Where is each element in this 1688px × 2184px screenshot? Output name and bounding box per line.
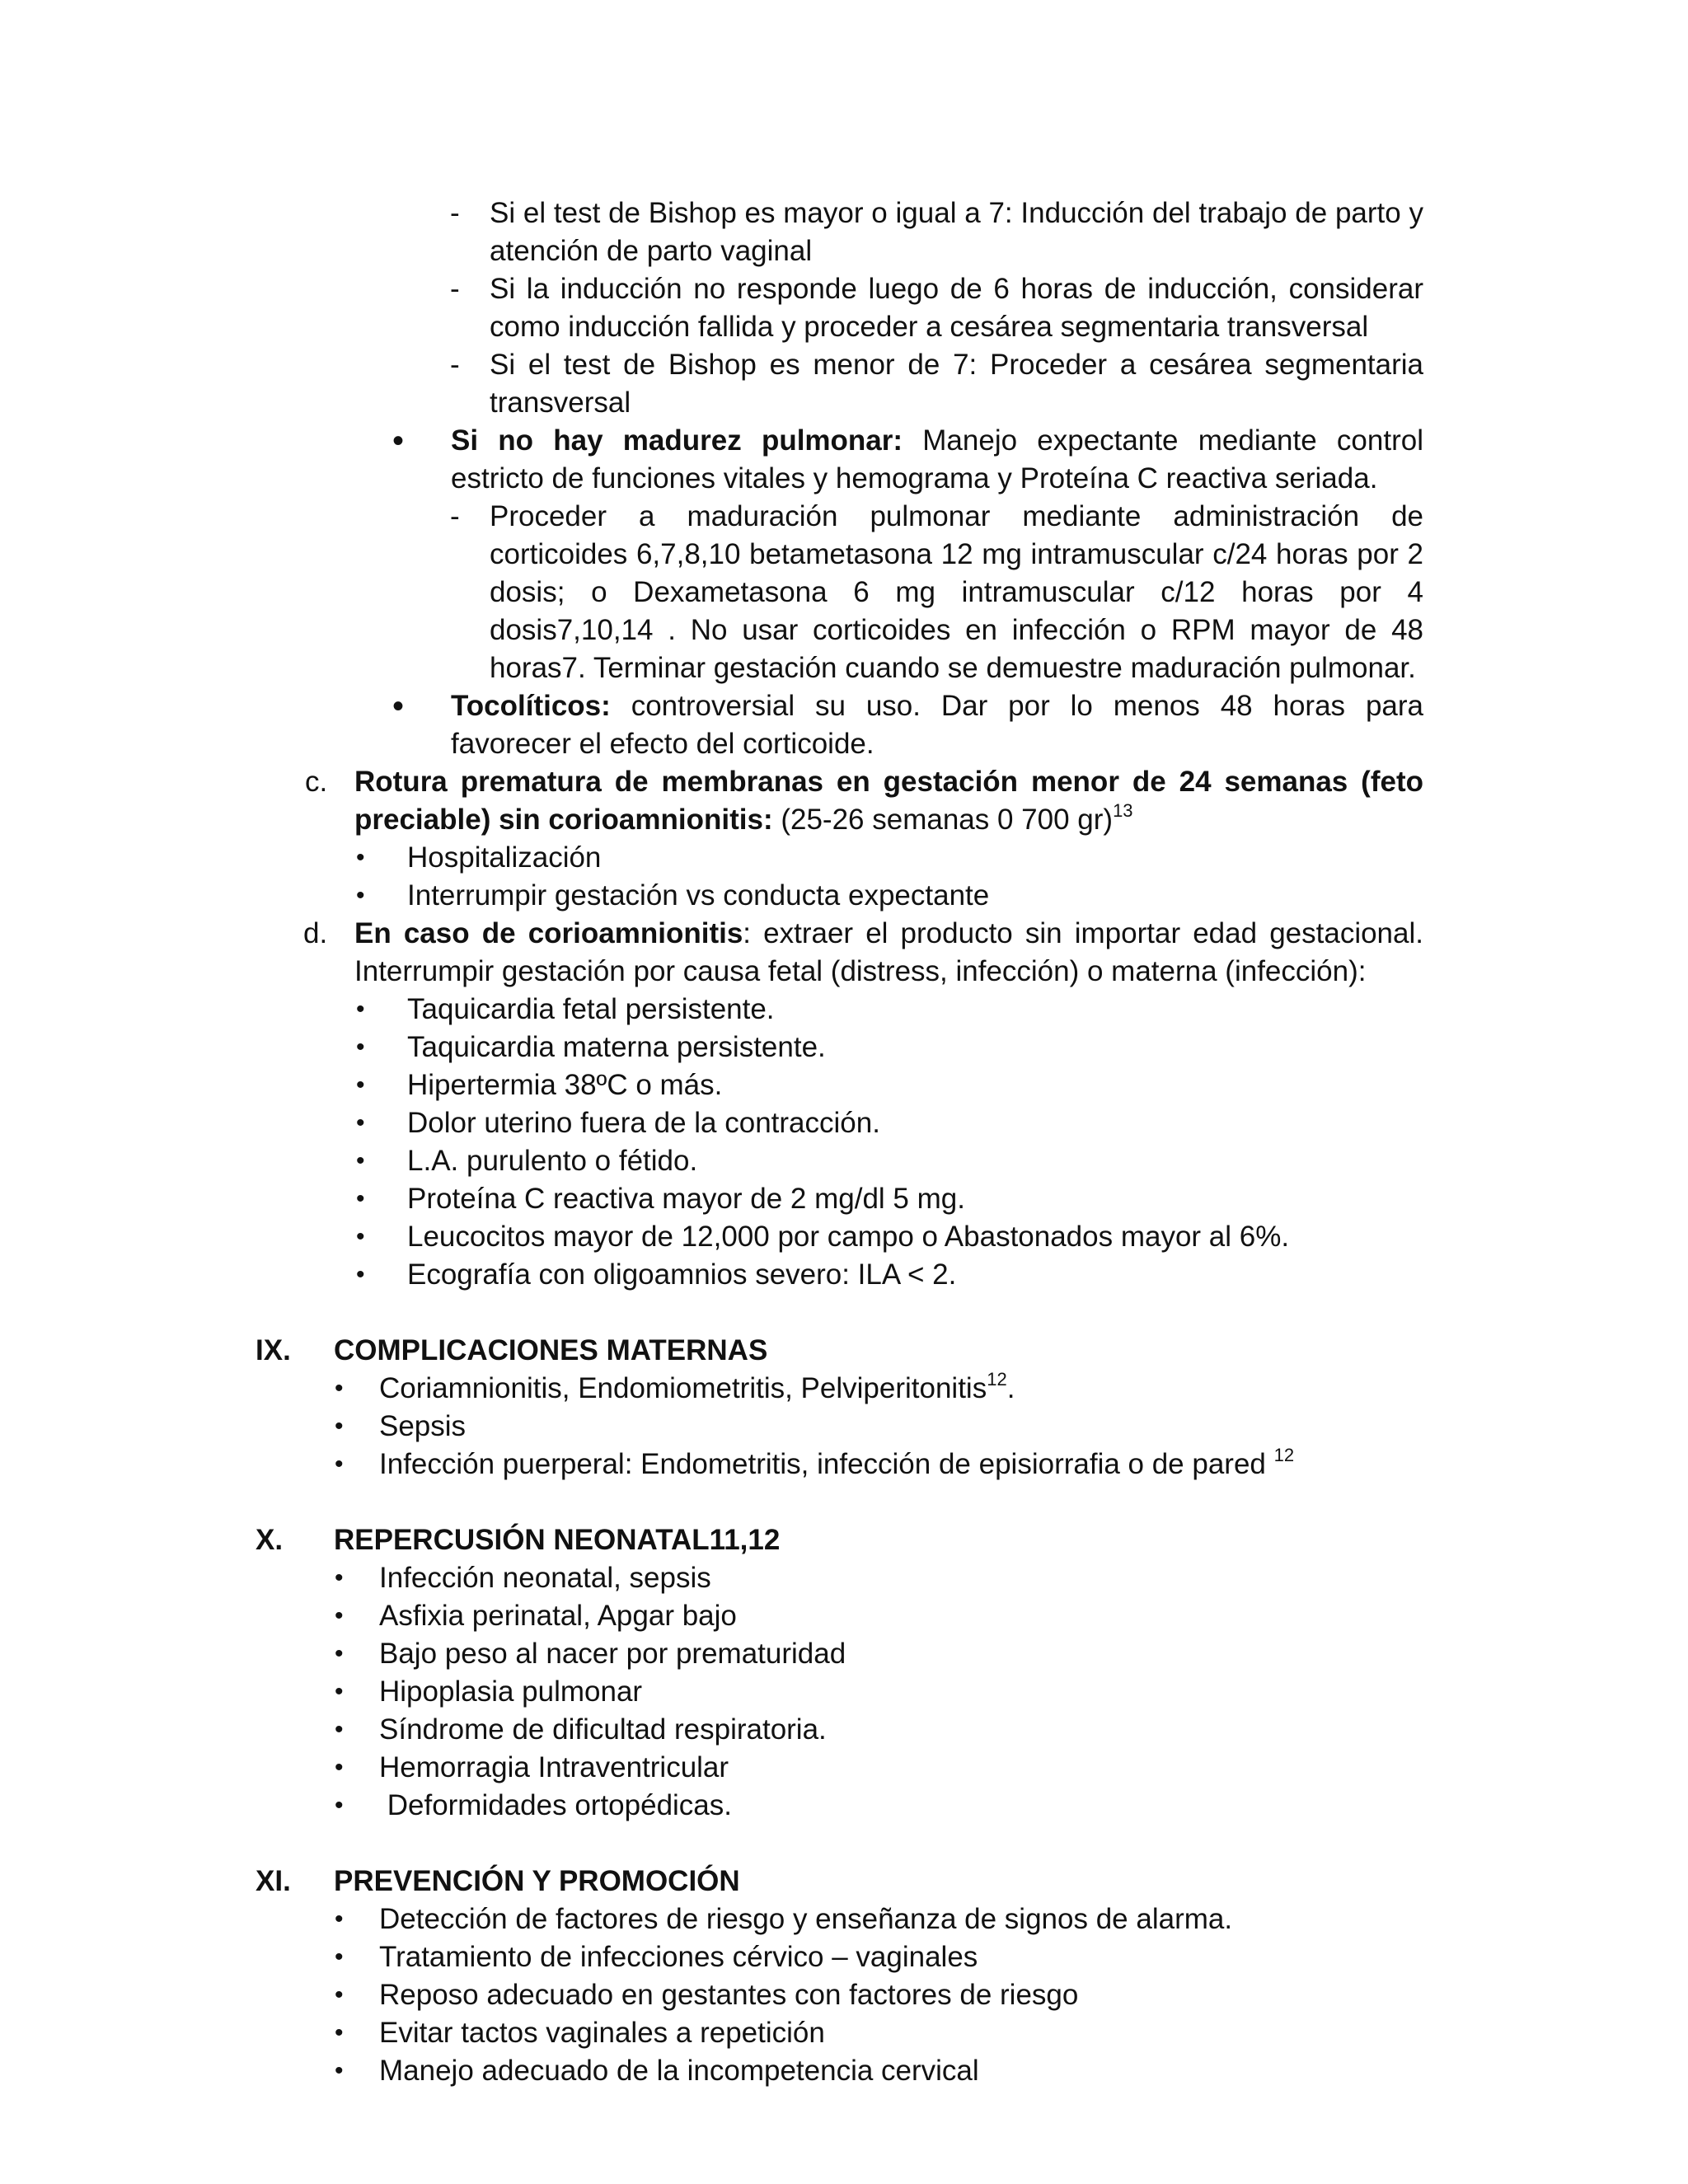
list-item-text: Infección puerperal: Endometritis, infección de episiorrafia o de pared [379,1448,1274,1480]
list-item: Hipertermia 38ºC o más. [407,1069,723,1101]
bullet-marker: • [356,1033,365,1061]
bullet-marker: • [392,423,405,459]
bullet-marker: • [356,1147,365,1174]
section-d-title: En caso de corioamnionitis [354,917,743,949]
section-d-heading [354,915,1423,991]
list-item: Leucocitos mayor de 12,000 por campo o Abastonados mayor al 6%. [407,1221,1290,1253]
bullet-marker: • [356,844,365,871]
footnote-ref: 12 [1273,1445,1295,1466]
list-item: Hemorragia Intraventricular [379,1751,729,1783]
list-item: Sepsis [379,1410,467,1442]
list-item: Si el test de Bishop es mayor o igual a 7: Inducción del trabajo de parto y atención de parto vaginal [490,197,1423,267]
bullet-marker: • [335,1792,344,1819]
section-c-text: (25-26 semanas 0 700 gr) [772,804,1114,836]
bullet-marker: • [356,882,365,909]
madurez-text: Manejo expectante mediante control estricto de funciones vitales y hemograma y Proteína C reactiva seriada. [451,424,1423,494]
list-item: Hipoplasia pulmonar [379,1675,643,1708]
list-item-tail: . [1006,1372,1015,1404]
bullet-marker: • [335,1602,344,1629]
list-item: Infección neonatal, sepsis [379,1562,711,1594]
madurez-paragraph [451,422,1423,498]
list-item: Interrumpir gestación vs conducta expectante [407,879,990,912]
bullet-marker: • [356,1223,365,1250]
bullet-marker: • [335,1754,344,1781]
list-item: Proteína C reactiva mayor de 2 mg/dl 5 mg. [407,1183,965,1215]
list-item: Taquicardia materna persistente. [407,1031,826,1063]
madurez-label: Si no hay madurez pulmonar: [451,424,903,457]
list-item: Ecografía con oligoamnios severo: ILA < 2. [407,1258,957,1291]
bullet-marker: • [335,1716,344,1743]
section-title: PREVENCIÓN Y PROMOCIÓN [334,1865,740,1897]
list-item: Proceder a maduración pulmonar mediante administración de corticoides 6,7,8,10 betametasona 12 mg intramuscular c/24 horas por 2 dosis; o Dexametasona 6 mg intramuscular c/12 horas por 4 dosis7,10,14 . No usar corticoides en infección o RPM mayor de 48 horas7. Terminar gestación cuando se demuestre maduración pulmonar. [490,500,1423,684]
list-item: Dolor uterino fuera de la contracción. [407,1107,880,1139]
list-item [379,1370,1423,1408]
section-numeral: XI. [256,1865,291,1897]
dash-marker: - [450,273,460,305]
bullet-marker: • [356,996,365,1023]
section-letter: d. [303,917,328,949]
section-numeral: X. [256,1524,284,1556]
dash-marker: - [450,349,460,381]
section-title: REPERCUSIÓN NEONATAL11,12 [334,1524,781,1556]
list-item: Síndrome de dificultad respiratoria. [379,1713,827,1746]
dash-marker: - [450,197,460,229]
tocoliticos-label: Tocolíticos: [451,690,611,722]
list-item [379,1446,1423,1483]
bullet-marker: • [335,1451,344,1478]
bullet-marker: • [335,1678,344,1705]
bullet-marker: • [335,1905,344,1933]
bullet-marker: • [335,1640,344,1667]
bullet-marker: • [392,688,405,724]
bullet-marker: • [335,2057,344,2084]
dash-marker: - [450,500,460,532]
bullet-marker: • [356,1109,365,1137]
list-item: L.A. purulento o fétido. [407,1145,698,1177]
bullet-marker: • [335,1375,344,1402]
section-c-heading [354,763,1423,839]
bullet-marker: • [356,1071,365,1099]
list-item: Asfixia perinatal, Apgar bajo [379,1600,737,1632]
section-numeral: IX. [256,1334,291,1366]
list-item: Manejo adecuado de la incompetencia cervical [379,2055,979,2087]
bullet-marker: • [335,1413,344,1440]
section-c-title: Rotura prematura de membranas en gestación menor de 24 semanas (feto preciable) sin corioamnionitis: [354,766,1423,836]
section-d-text: : extraer el producto sin importar edad gestacional. Interrumpir gestación por causa fetal (distress, infección) o materna (infección): [354,917,1423,987]
bullet-marker: • [335,1981,344,2008]
list-item: Bajo peso al nacer por prematuridad [379,1638,846,1670]
bullet-marker: • [356,1261,365,1288]
bullet-marker: • [335,2019,344,2046]
list-item: Si el test de Bishop es menor de 7: Proceder a cesárea segmentaria transversal [490,349,1423,419]
list-item: Reposo adecuado en gestantes con factores de riesgo [379,1979,1079,2011]
list-item: Detección de factores de riesgo y enseñanza de signos de alarma. [379,1903,1233,1935]
bullet-marker: • [356,1185,365,1212]
bullet-marker: • [335,1943,344,1971]
footnote-ref: 13 [1113,800,1133,822]
list-item: Hospitalización [407,841,602,874]
list-item: Si la inducción no responde luego de 6 horas de inducción, considerar como inducción fallida y proceder a cesárea segmentaria transversal [490,273,1423,343]
bullet-marker: • [335,1564,344,1591]
list-item: Taquicardia fetal persistente. [407,993,775,1025]
footnote-ref: 12 [987,1369,1007,1390]
tocoliticos-text: controversial su uso. Dar por lo menos 48 horas para favorecer el efecto del corticoide. [451,690,1423,760]
list-item: Evitar tactos vaginales a repetición [379,2017,825,2049]
section-title: COMPLICACIONES MATERNAS [334,1334,768,1366]
list-item-text: Coriamnionitis, Endomiometritis, Pelviperitonitis [379,1372,987,1404]
section-letter: c. [305,766,328,798]
tocoliticos-paragraph [451,687,1423,763]
list-item: Tratamiento de infecciones cérvico – vaginales [379,1941,978,1973]
list-item: Deformidades ortopédicas. [379,1789,732,1821]
